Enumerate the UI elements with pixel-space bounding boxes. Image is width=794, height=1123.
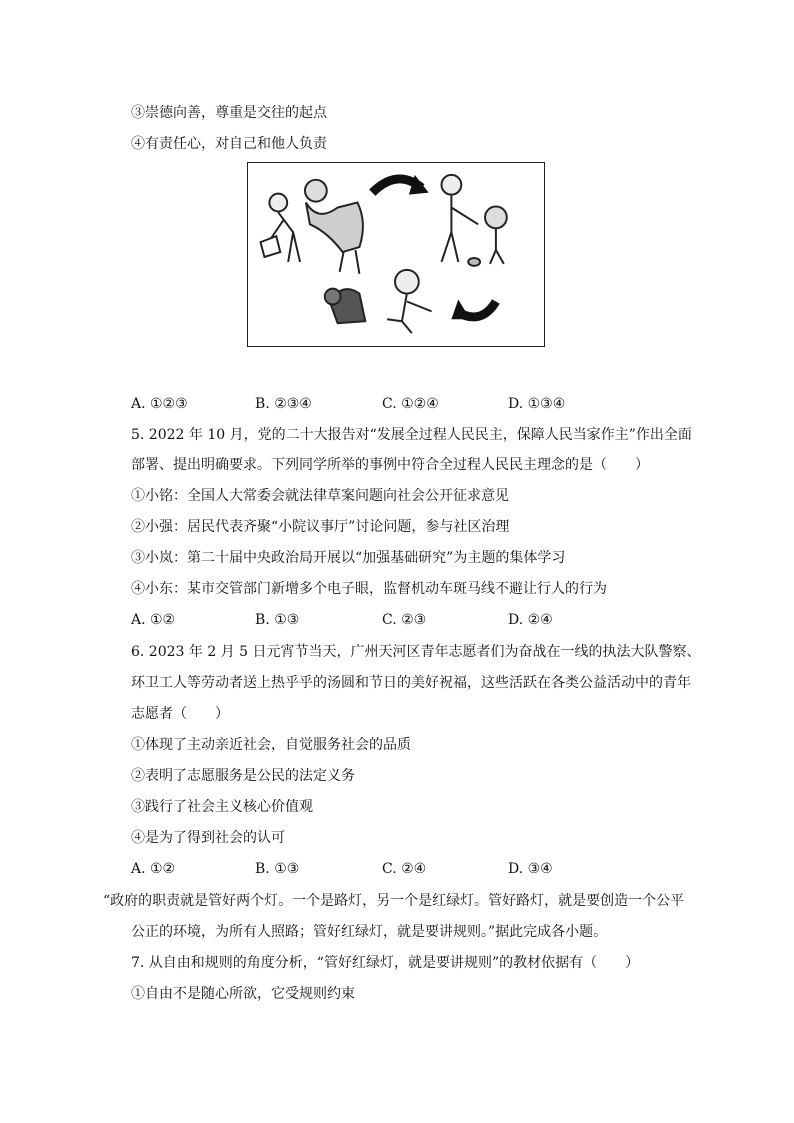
cartoon-illustration bbox=[247, 162, 545, 347]
q5-item-2: ②小强：居民代表齐聚“小院议事厅”讨论问题，参与社区治理 bbox=[131, 519, 510, 535]
q4-option-c[interactable]: C. ①②④ bbox=[382, 396, 439, 412]
q4-option-a[interactable]: A. ①②③ bbox=[131, 396, 188, 412]
q6-item-1: ①体现了主动亲近社会，自觉服务社会的品质 bbox=[131, 737, 411, 753]
q6-item-3: ③践行了社会主义核心价值观 bbox=[131, 799, 313, 815]
boss-figure bbox=[305, 180, 363, 274]
man-figure bbox=[442, 175, 479, 262]
q6-option-a[interactable]: A. ①② bbox=[131, 861, 176, 877]
kid-figure bbox=[387, 270, 432, 333]
q5-option-c[interactable]: C. ②③ bbox=[382, 612, 427, 628]
q6-stem-line1: 6. 2023 年 2 月 5 日元宵节当天，广州天河区青年志愿者们为奋战在一线的执法大队警察、 bbox=[131, 644, 701, 660]
employee-figure bbox=[260, 194, 300, 262]
q6-option-c[interactable]: C. ②④ bbox=[382, 861, 427, 877]
q5-option-b[interactable]: B. ①③ bbox=[255, 612, 300, 628]
q6-option-d[interactable]: D. ③④ bbox=[508, 861, 553, 877]
answer-item-4: ④有责任心，对自己和他人负责 bbox=[131, 136, 327, 152]
q4-option-b[interactable]: B. ②③④ bbox=[255, 396, 312, 412]
child-crying-figure bbox=[468, 207, 507, 266]
q6-stem-line2: 环卫工人等劳动者送上热乎乎的汤圆和节日的美好祝福，这些活跃在各类公益活动中的青年 bbox=[131, 675, 691, 691]
q7-stem: 7. 从自由和规则的角度分析，“管好红绿灯，就是要讲规则”的教材依据有（ ） bbox=[131, 955, 640, 971]
q6-option-b[interactable]: B. ①③ bbox=[255, 861, 300, 877]
q5-item-1: ①小铭：全国人大常委会就法律草案问题向社会公开征求意见 bbox=[131, 488, 509, 504]
q4-option-d[interactable]: D. ①③④ bbox=[508, 396, 566, 412]
passage-line1: “政府的职责就是管好两个灯。一个是路灯，另一个是红绿灯。管好路灯，就是要创造一个公平 bbox=[103, 893, 685, 909]
answer-item-3: ③崇德向善，尊重是交往的起点 bbox=[131, 105, 327, 121]
q5-stem-line1: 5. 2022 年 10 月，党的二十大报告对“发展全过程人民民主，保障人民当家作主”作出全面 bbox=[131, 427, 692, 443]
q5-stem-line2: 部署、提出明确要求。下列同学所举的事例中符合全过程人民民主理念的是（ ） bbox=[131, 457, 649, 473]
q5-item-3: ③小岚：第二十届中央政治局开展以“加强基础研究”为主题的集体学习 bbox=[131, 550, 566, 566]
q5-option-a[interactable]: A. ①② bbox=[131, 612, 176, 628]
q5-option-d[interactable]: D. ②④ bbox=[508, 612, 553, 628]
q7-item-1: ①自由不是随心所欲，它受规则约束 bbox=[131, 986, 355, 1002]
q6-stem-line3: 志愿者（ ） bbox=[131, 706, 229, 722]
cat-figure bbox=[325, 289, 366, 324]
q6-item-4: ④是为了得到社会的认可 bbox=[131, 830, 285, 846]
passage-line2: 公正的环境，为所有人照路；管好红绿灯，就是要讲规则。”据此完成各小题。 bbox=[131, 924, 608, 940]
q6-item-2: ②表明了志愿服务是公民的法定义务 bbox=[131, 768, 355, 784]
q5-item-4: ④小东：某市交管部门新增多个电子眼，监督机动车斑马线不避让行人的行为 bbox=[131, 581, 607, 597]
